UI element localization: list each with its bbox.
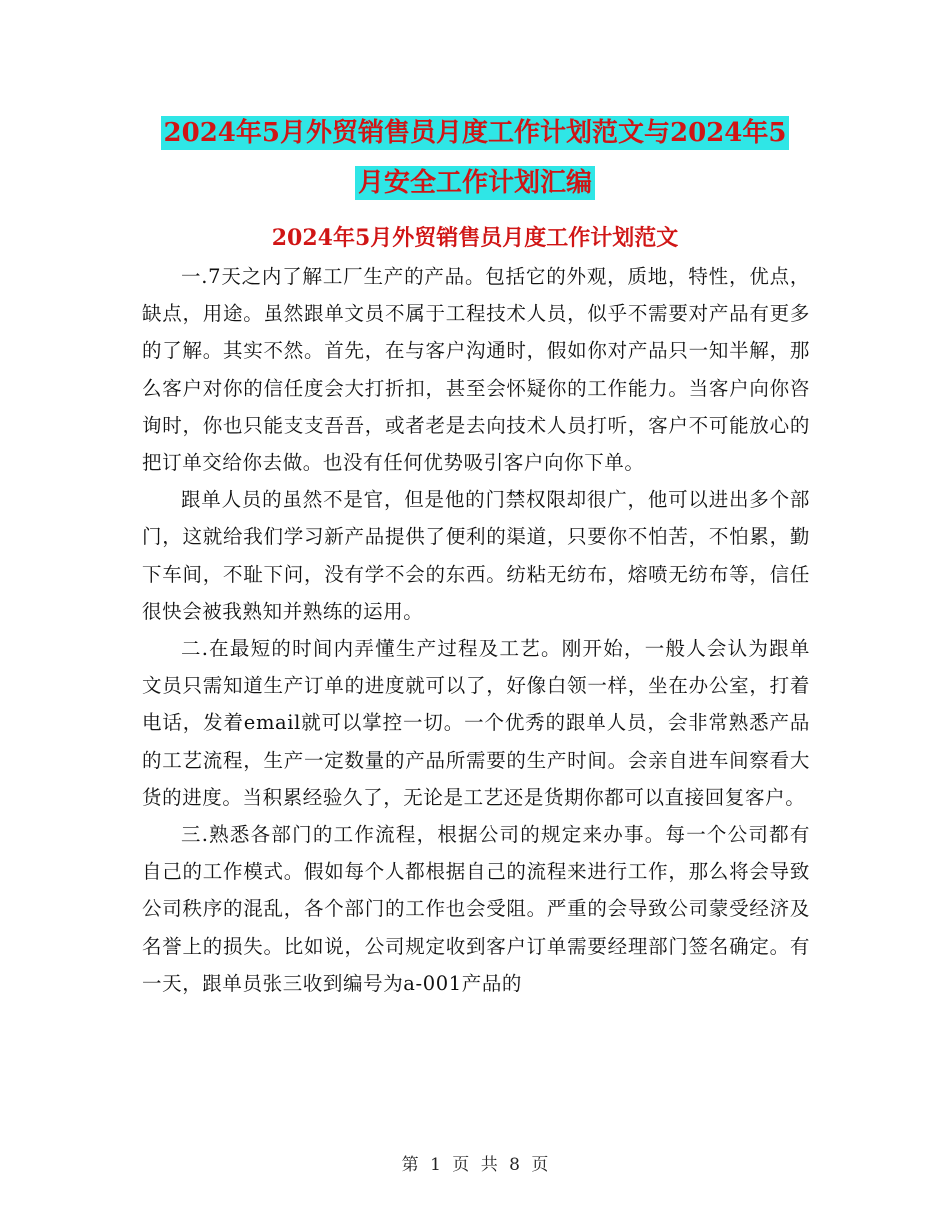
- section-title: 2024年5月外贸销售员月度工作计划范文: [271, 225, 679, 251]
- document-title-line2: 月安全工作计划汇编: [355, 166, 595, 200]
- paragraph-2: 跟单人员的虽然不是官，但是他的门禁权限却很广，他可以进出多个部门，这就给我们学习新产品提供了便利的渠道，只要你不怕苦，不怕累，勤下车间，不耻下问，没有学不会的东西。纺粘无纺布，熔喷无纺布等，信任很快会被我熟知并熟练的运用。: [142, 488, 810, 623]
- document-title: [0, 108, 950, 208]
- page-footer: 第 1 页 共 8 页: [401, 1155, 549, 1175]
- paragraph-1: 一.7天之内了解工厂生产的产品。包括它的外观，质地，特性，优点，缺点，用途。虽然跟单文员不属于工程技术人员，似乎不需要对产品有更多的了解。其实不然。首先，在与客户沟通时，假如你对产品只一知半解，那么客户对你的信任度会大打折扣，甚至会怀疑你的工作能力。当客户向你咨询时，你也只能支支吾吾，或者老是去向技术人员打听，客户不可能放心的把订单交给你去做。也没有任何优势吸引客户向你下单。: [142, 265, 810, 475]
- paragraph-4: 三.熟悉各部门的工作流程，根据公司的规定来办事。每一个公司都有自己的工作模式。假如每个人都根据自己的流程来进行工作，那么将会导致公司秩序的混乱，各个部门的工作也会受阻。严重的会导致公司蒙受经济及名誉上的损失。比如说，公司规定收到客户订单需要经理部门签名确定。有一天，跟单员张三收到编号为a-001产品的: [142, 823, 810, 995]
- body-text: [142, 258, 810, 1002]
- document-title-line1: 2024年5月外贸销售员月度工作计划范文与2024年5: [161, 116, 790, 150]
- paragraph-3: 二.在最短的时间内弄懂生产过程及工艺。刚开始，一般人会认为跟单文员只需知道生产订单的进度就可以了，好像白领一样，坐在办公室，打着电话，发着email就可以掌控一切。一个优秀的跟单人员，会非常熟悉产品的工艺流程，生产一定数量的产品所需要的生产时间。会亲自进车间察看大货的进度。当积累经验久了，无论是工艺还是货期你都可以直接回复客户。: [142, 637, 810, 809]
